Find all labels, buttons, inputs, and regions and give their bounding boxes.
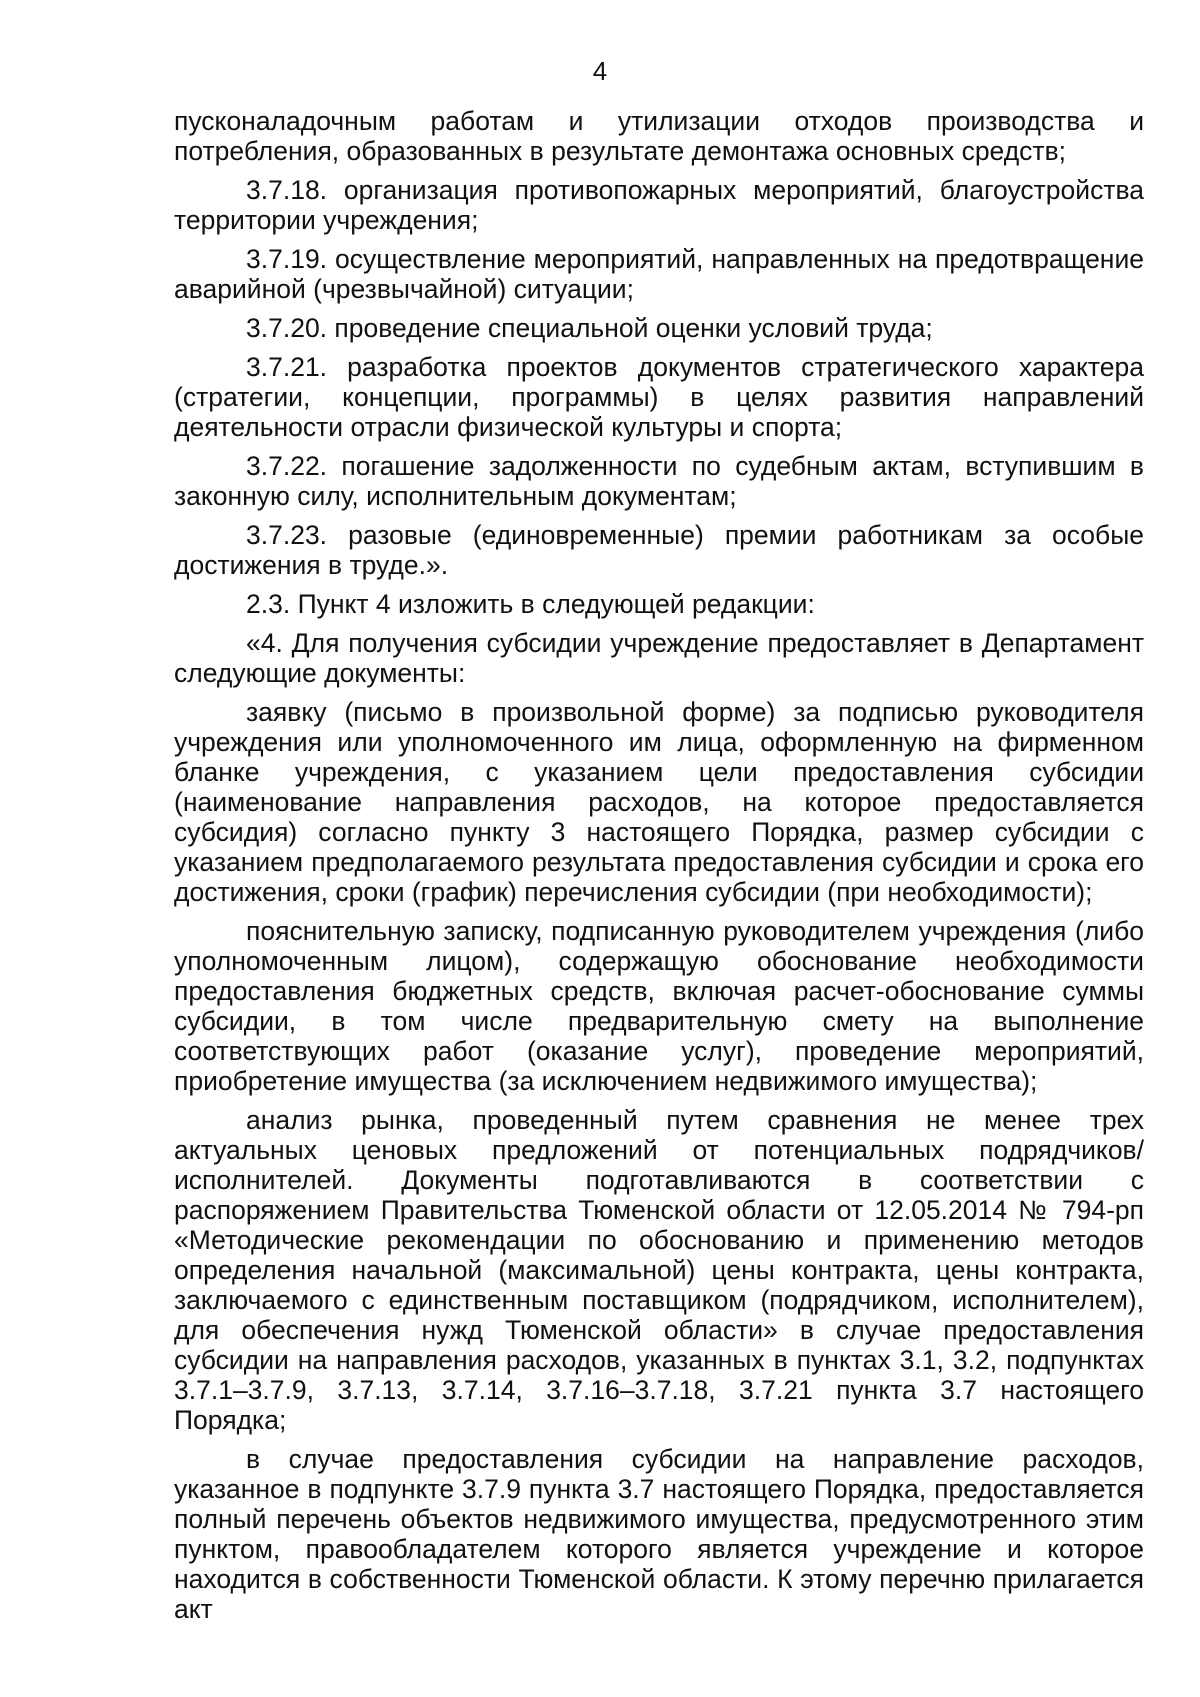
paragraph-3-7-20: 3.7.20. проведение специальной оценки условий труда;: [246, 313, 933, 343]
page-number: 4: [592, 56, 608, 86]
paragraph-3-7-18: 3.7.18. организация противопожарных мероприятий, благоустройства территории учреждения;: [174, 175, 1144, 235]
paragraph-explanatory-note: пояснительную записку, подписанную руководителем учреждения (либо уполномоченным лицом), содержащую обоснование необходимости предоставления бюджетных средств, включая расчет-обоснование суммы субсидии, в том числе предварительную смету на выполнение соответствующих работ (оказание услуг), проведение мероприятий, приобретение имущества (за исключением недвижимого имущества);: [174, 916, 1144, 1096]
paragraph-3-7-21: 3.7.21. разработка проектов документов стратегического характера (стратегии, концепции, программы) в целях развития направлений деятельности отрасли физической культуры и спорта;: [174, 352, 1144, 442]
paragraph-3-7-23: 3.7.23. разовые (единовременные) премии работникам за особые достижения в труде.».: [174, 520, 1144, 580]
paragraph-application: заявку (письмо в произвольной форме) за подписью руководителя учреждения или уполномоченного им лица, оформленную на фирменном бланке учреждения, с указанием цели предоставления субсидии (наименование направления расходов, на которое предоставляется субсидия) согласно пункту 3 настоящего Порядка, размер субсидии с указанием предполагаемого результата предоставления субсидии и срока его достижения, сроки (график) перечисления субсидии (при необходимости);: [174, 697, 1144, 907]
paragraph-2-3: 2.3. Пункт 4 изложить в следующей редакции:: [246, 589, 815, 619]
paragraph-real-estate-list: в случае предоставления субсидии на направление расходов, указанное в подпункте 3.7.9 пункта 3.7 настоящего Порядка, предоставляется полный перечень объектов недвижимого имущества, предусмотренного этим пунктом, правообладателем которого является учреждение и которое находится в собственности Тюменской области. К этому перечню прилагается акт: [174, 1444, 1144, 1624]
paragraph-3-7-22: 3.7.22. погашение задолженности по судебным актам, вступившим в законную силу, исполнительным документам;: [174, 451, 1144, 511]
paragraph-market-analysis: анализ рынка, проведенный путем сравнения не менее трех актуальных ценовых предложений от потенциальных подрядчиков/исполнителей. Документы подготавливаются в соответствии с распоряжением Правительства Тюменской области от 12.05.2014 № 794-рп «Методические рекомендации по обоснованию и применению методов определения начальной (максимальной) цены контракта, цены контракта, заключаемого с единственным поставщиком (подрядчиком, исполнителем), для обеспечения нужд Тюменской области» в случае предоставления субсидии на направления расходов, указанных в пунктах 3.1, 3.2, подпунктах 3.7.1–3.7.9, 3.7.13, 3.7.14, 3.7.16–3.7.18, 3.7.21 пункта 3.7 настоящего Порядка;: [174, 1105, 1144, 1435]
paragraph-continuation: пусконаладочным работам и утилизации отходов производства и потребления, образованных в результате демонтажа основных средств;: [174, 106, 1144, 166]
paragraph-4: «4. Для получения субсидии учреждение предоставляет в Департамент следующие документы:: [174, 628, 1144, 688]
document-body: [174, 106, 1144, 1633]
paragraph-3-7-19: 3.7.19. осуществление мероприятий, направленных на предотвращение аварийной (чрезвычайной) ситуации;: [174, 244, 1144, 304]
